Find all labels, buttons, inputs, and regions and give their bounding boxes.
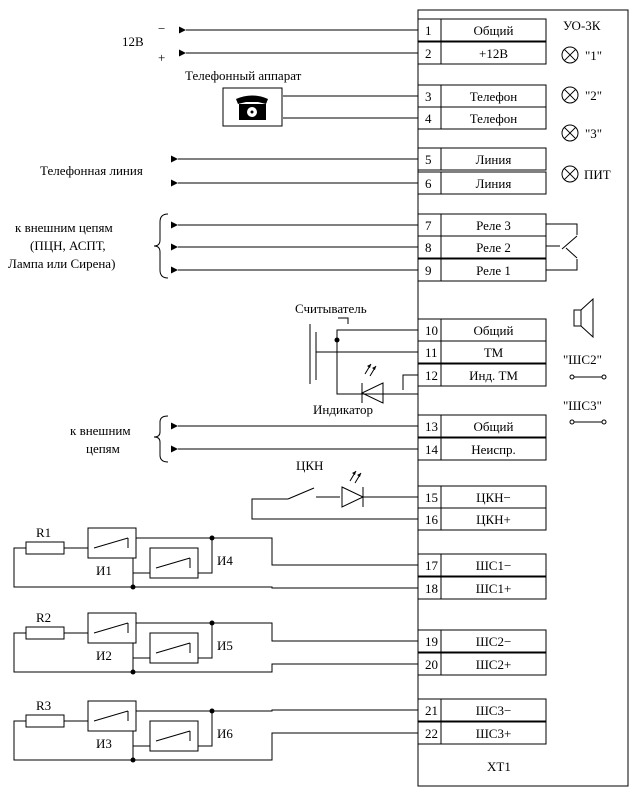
lamp-2	[562, 87, 602, 103]
indicator-led	[362, 364, 418, 403]
terminal-label: ШС2−	[475, 634, 512, 649]
jumper-shs2-label: "ШС2"	[563, 352, 602, 367]
ext-brace-1	[154, 214, 168, 278]
terminal-number: 13	[425, 419, 438, 434]
terminal-number: 3	[425, 89, 432, 104]
reader-label: Считыватель	[295, 301, 367, 316]
jumper-shs3-label: "ШС3"	[563, 398, 602, 413]
power-label: 12В	[122, 34, 144, 49]
terminal-10	[418, 319, 546, 341]
terminal-11	[418, 341, 546, 363]
terminal-number: 20	[425, 657, 438, 672]
detector-label: И1	[96, 563, 112, 578]
lamp-1-label: "1"	[585, 48, 603, 63]
relay-wires	[178, 225, 418, 270]
fault-wires	[178, 426, 418, 449]
terminal-number: 2	[425, 46, 432, 61]
terminal-label: Телефон	[469, 111, 518, 126]
loop-3	[14, 698, 418, 763]
reader-symbol	[310, 318, 418, 394]
terminal-label: ЦКН+	[476, 512, 511, 527]
ext-brace-2	[154, 416, 168, 462]
terminal-number: 5	[425, 152, 432, 167]
terminal-label: +12В	[478, 46, 509, 61]
terminal-6	[418, 172, 546, 194]
terminal-12	[418, 364, 546, 386]
terminal-label: ШС1−	[475, 558, 512, 573]
resistor	[26, 627, 64, 639]
terminal-label: Инд. ТМ	[469, 368, 518, 383]
terminal-number: 4	[425, 111, 432, 126]
terminal-label: Реле 2	[476, 240, 511, 255]
ext-circuits-label-2: (ПЦН, АСПТ,	[30, 238, 106, 253]
terminal-label: ТМ	[483, 345, 504, 360]
terminal-22	[418, 722, 546, 744]
terminal-number: 14	[425, 442, 438, 457]
jumper-shs3	[570, 420, 606, 424]
lamp-power	[562, 166, 611, 182]
ext2-label-1: к внешним	[70, 423, 131, 438]
loops	[14, 525, 418, 763]
lamp-3-label: "3"	[585, 126, 603, 141]
terminal-number: 8	[425, 240, 432, 255]
detector-label: И6	[217, 726, 233, 741]
detector-label: И4	[217, 553, 233, 568]
terminal-label: ШС2+	[475, 657, 512, 672]
terminal-label: Неиспр.	[471, 442, 516, 457]
lamp-1	[562, 47, 602, 63]
ext2-label-2: цепям	[86, 441, 120, 456]
terminal-number: 17	[425, 558, 438, 573]
lamp-2-label: "2"	[585, 88, 603, 103]
ext-circuits-label-1: к внешним цепям	[15, 220, 113, 235]
terminal-label: Общий	[473, 23, 514, 38]
resistor-label: R1	[36, 525, 52, 540]
jumper-shs2	[570, 375, 606, 379]
terminal-label: ШС3−	[475, 703, 512, 718]
terminal-14	[418, 438, 546, 460]
terminal-number: 21	[425, 703, 438, 718]
terminal-number: 19	[425, 634, 438, 649]
phone-wires	[283, 96, 418, 118]
resistor	[26, 715, 64, 727]
terminal-number: 18	[425, 581, 438, 596]
device-model: УО-3К	[563, 18, 601, 33]
minus-sign: −	[158, 21, 166, 36]
terminal-number: 12	[425, 368, 438, 383]
terminal-strip	[418, 19, 546, 744]
terminal-label: ШС3+	[475, 726, 512, 741]
resistor	[26, 542, 64, 554]
terminal-label: Общий	[473, 419, 514, 434]
detector-label: И2	[96, 648, 112, 663]
telephone-icon	[223, 88, 282, 126]
terminal-number: 11	[425, 345, 438, 360]
terminal-16	[418, 508, 546, 530]
terminal-3	[418, 85, 546, 107]
resistor-label: R3	[36, 698, 52, 713]
plus-sign: +	[158, 50, 166, 65]
terminal-label: ЦКН−	[476, 490, 511, 505]
terminal-1	[418, 19, 546, 41]
terminal-label: Реле 3	[476, 218, 511, 233]
speaker-icon	[574, 299, 593, 337]
terminal-number: 6	[425, 176, 432, 191]
ckn-circuit	[252, 471, 418, 519]
terminal-number: 15	[425, 490, 438, 505]
terminal-17	[418, 554, 546, 576]
terminal-18	[418, 577, 546, 599]
terminal-label: Телефон	[469, 89, 518, 104]
terminal-20	[418, 653, 546, 675]
terminal-label: Реле 1	[476, 263, 511, 278]
phone-line-wires	[178, 159, 418, 183]
detector-label: И3	[96, 736, 112, 751]
terminal-label: ШС1+	[475, 581, 512, 596]
terminal-number: 22	[425, 726, 438, 741]
power-wires	[186, 30, 418, 53]
loop-2	[14, 610, 418, 675]
terminal-label: Линия	[475, 176, 512, 191]
loop-1	[14, 525, 418, 590]
terminal-number: 16	[425, 512, 438, 527]
terminal-21	[418, 699, 546, 721]
phone-label: Телефонный аппарат	[185, 68, 302, 83]
terminal-5	[418, 148, 546, 170]
terminal-4	[418, 107, 546, 129]
indicator-label: Индикатор	[313, 402, 373, 417]
terminal-9	[418, 259, 546, 281]
relay-switches	[546, 224, 577, 270]
terminal-13	[418, 415, 546, 437]
ext-circuits-label-3: Лампа или Сирена)	[8, 256, 116, 271]
terminal-number: 1	[425, 23, 432, 38]
terminal-label: Общий	[473, 323, 514, 338]
terminal-19	[418, 630, 546, 652]
lamp-power-label: ПИТ	[584, 167, 611, 182]
terminal-number: 9	[425, 263, 432, 278]
lamp-3	[562, 125, 602, 141]
terminal-15	[418, 486, 546, 508]
terminal-number: 10	[425, 323, 438, 338]
terminal-label: Линия	[475, 152, 512, 167]
terminal-number: 7	[425, 218, 432, 233]
resistor-label: R2	[36, 610, 52, 625]
phone-line-label: Телефонная линия	[40, 163, 143, 178]
terminal-2	[418, 42, 546, 64]
ckn-label: ЦКН	[296, 458, 324, 473]
detector-label: И5	[217, 638, 233, 653]
terminal-7	[418, 214, 546, 236]
block-label: ХТ1	[487, 759, 511, 774]
terminal-8	[418, 236, 546, 258]
